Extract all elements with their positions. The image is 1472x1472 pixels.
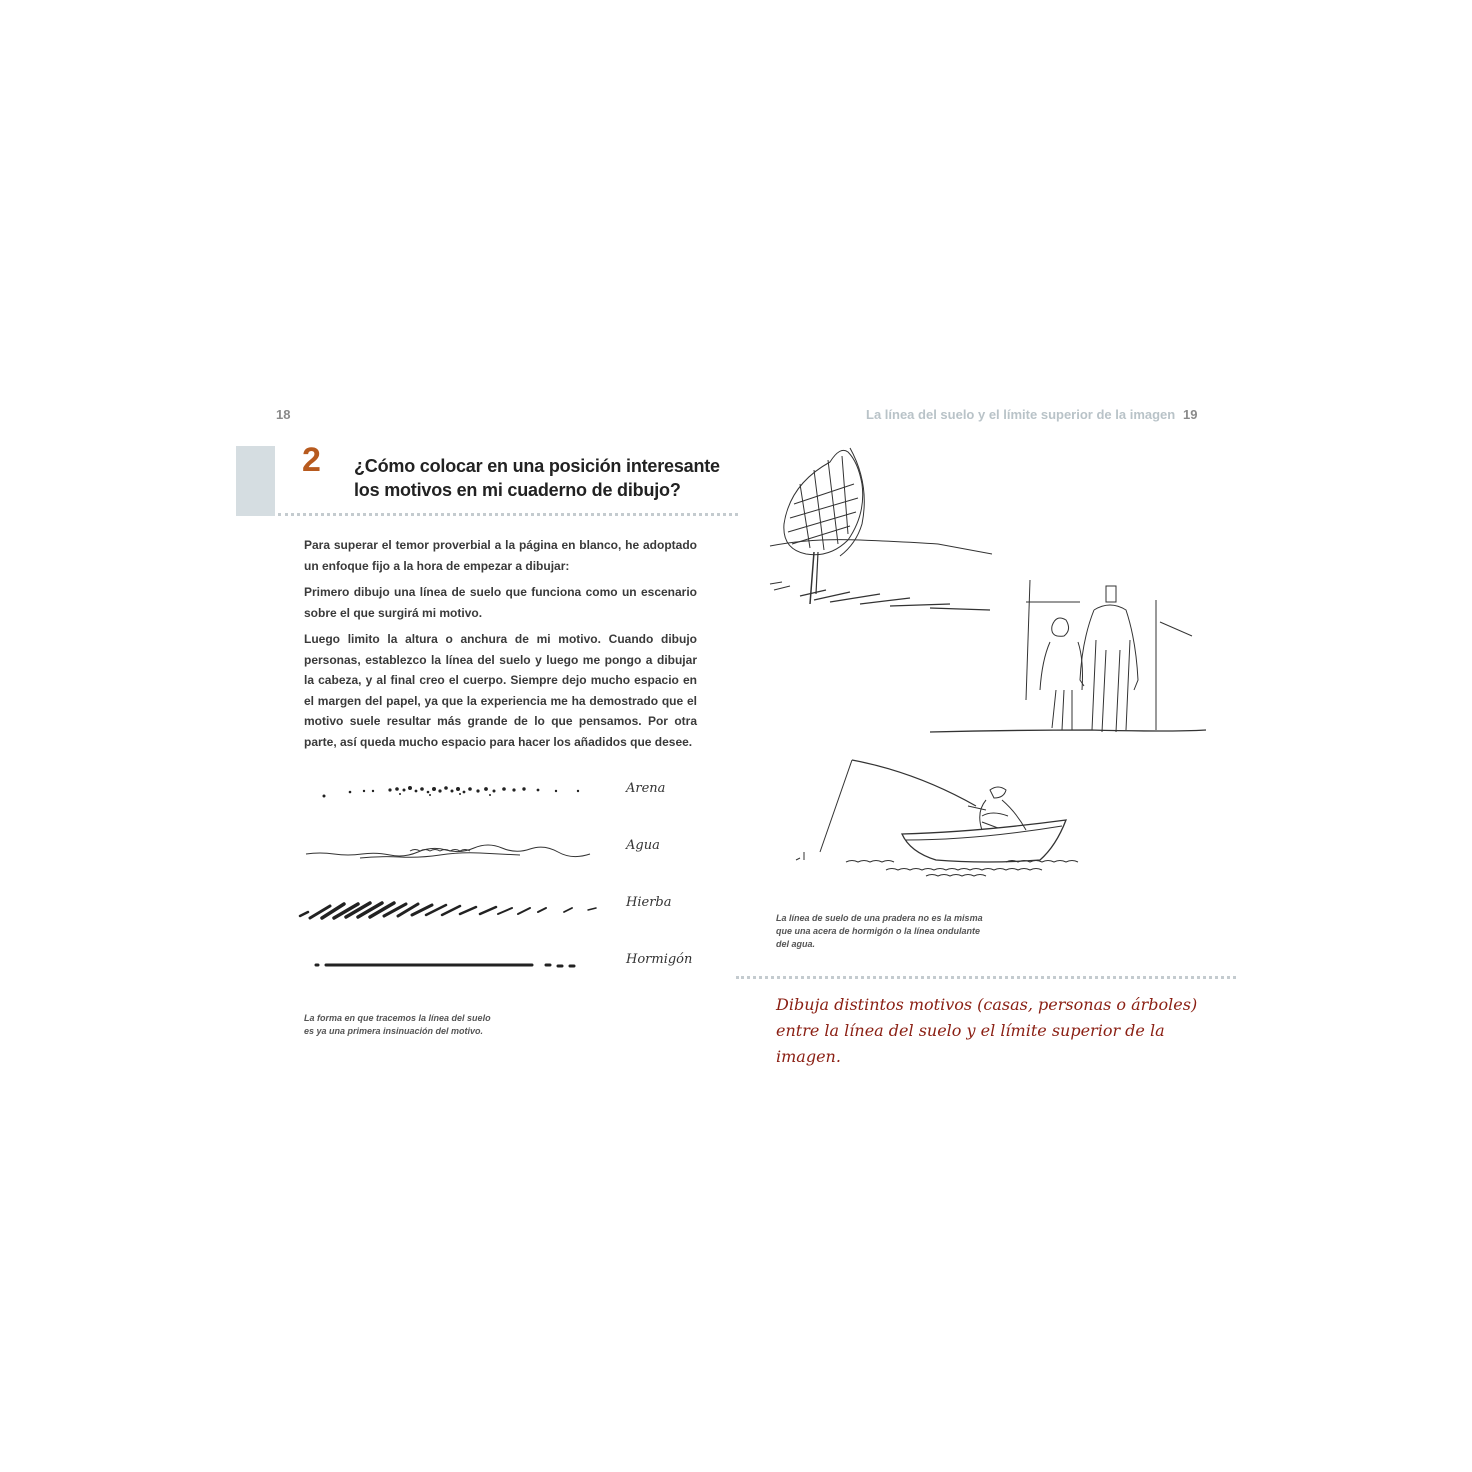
- sand-dots-line-icon: [323, 786, 580, 798]
- chapter-side-bar: [236, 446, 275, 516]
- chapter-title-line-1: ¿Cómo colocar en una posición interesante: [354, 456, 720, 476]
- paragraph-3: Luego limito la altura o anchura de mi motivo. Cuando dibujo personas, establezco la línea del suelo y luego me pongo a dibujar la cabeza, y al final creo el cuerpo. Siempre dejo mucho espacio en el margen del papel, ya que la experiencia me ha demostrado que el motivo suele resultar más grande de lo que pensamos. Por otra parte, así queda mucho espacio para hacer los añadidos que desee.: [304, 632, 697, 749]
- right-caption: [776, 912, 1036, 951]
- chapter-title-line-2: los motivos en mi cuaderno de dibujo?: [354, 480, 681, 500]
- ground-line-samples: [300, 776, 600, 976]
- chapter-number: 2: [302, 441, 321, 479]
- paragraph-2: Primero dibujo una línea de suelo que funciona como un escenario sobre el que surgirá mi motivo.: [304, 585, 697, 620]
- running-head: La línea del suelo y el límite superior de la imagen: [866, 407, 1176, 422]
- label-agua: Agua: [626, 838, 660, 853]
- body-text: [304, 535, 697, 758]
- fisherman-boat-sketch-icon: [786, 756, 1126, 886]
- concrete-solid-line-icon: [316, 965, 574, 966]
- left-caption-line-1: La forma en que tracemos la línea del suelo: [304, 1013, 491, 1023]
- exercise-text: [776, 992, 1216, 1070]
- grass-strokes-line-icon: [300, 903, 596, 918]
- paragraph-1: Para superar el temor proverbial a la página en blanco, he adoptado un enfoque fijo a la hora de empezar a dibujar:: [304, 538, 697, 573]
- right-caption-line-3: del agua.: [776, 939, 816, 949]
- right-caption-line-2: que una acera de hormigón o la línea ondulante: [776, 926, 981, 936]
- label-hormigon: Hormigón: [626, 952, 693, 967]
- left-page-number: 18: [276, 407, 291, 422]
- left-caption: [304, 1012, 564, 1038]
- right-dotted-divider: [736, 976, 1236, 979]
- label-arena: Arena: [626, 781, 666, 796]
- chapter-title: [354, 454, 734, 502]
- right-page-number: 19: [1183, 407, 1198, 422]
- exercise-line-2: entre la línea del suelo y el límite superior de la: [776, 1021, 1165, 1040]
- left-caption-line-2: es ya una primera insinuación del motivo.: [304, 1026, 484, 1036]
- water-wave-line-icon: [306, 845, 590, 858]
- label-hierba: Hierba: [626, 895, 672, 910]
- exercise-line-1: Dibuja distintos motivos (casas, personas o árboles): [776, 995, 1198, 1014]
- left-dotted-divider: [278, 513, 738, 516]
- exercise-line-3: imagen.: [776, 1047, 841, 1066]
- right-caption-line-1: La línea de suelo de una pradera no es la misma: [776, 913, 983, 923]
- people-sketch-icon: [930, 580, 1210, 750]
